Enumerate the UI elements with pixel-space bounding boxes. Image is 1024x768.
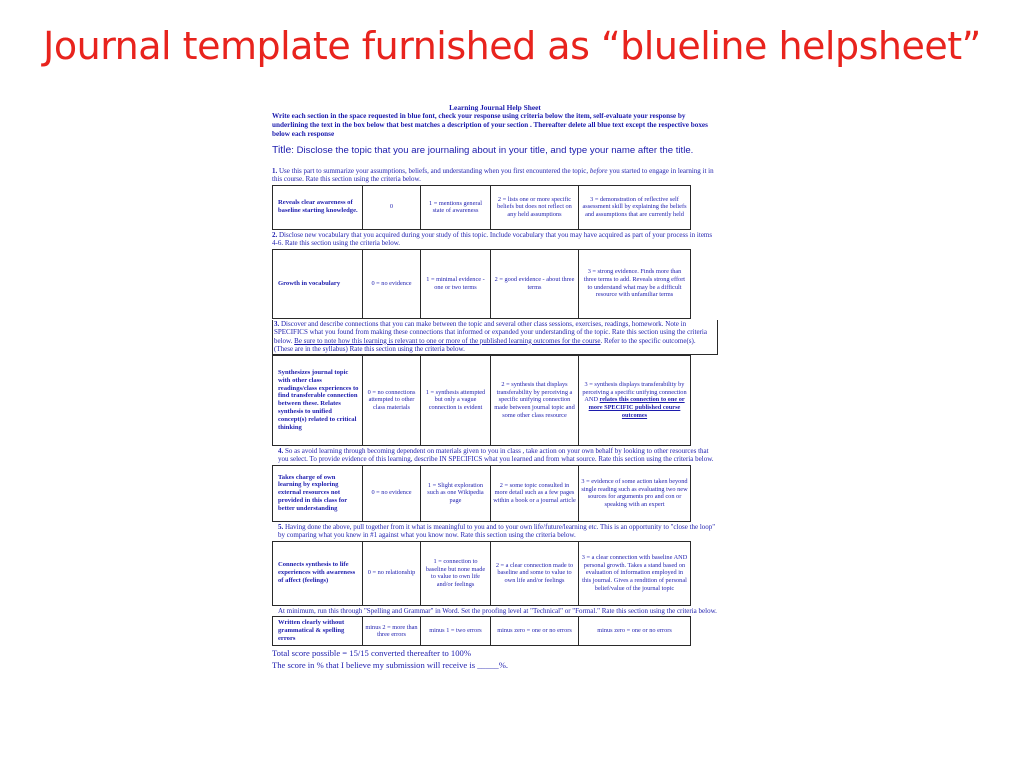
rubric-score-3-text: 3 = synthesis displays transferability by perceiving a specific unifying connection AND bbox=[582, 381, 687, 404]
rubric-score-0: 0 = no evidence bbox=[363, 249, 421, 318]
section-1-text-b: you started to engage in learning it in this course. Rate this section using the criteria below. bbox=[272, 166, 714, 184]
section-1-text-a: Use this part to summarize your assumptions, beliefs, and understanding when you first encountered the topic, bbox=[277, 166, 590, 175]
section-3-outcome-note: Be sure to note how this learning is relevant to one or more of the published learning outcomes for the course bbox=[294, 336, 601, 345]
rubric-table-5 bbox=[272, 541, 691, 606]
help-sheet-document bbox=[272, 103, 718, 670]
section-2-number: 2. bbox=[272, 230, 278, 239]
section-3-text-b: . Refer to the specific outcome(s). (These are in the syllabus) Rate this section using the criteria below. bbox=[274, 336, 696, 354]
section-5-prompt bbox=[272, 523, 718, 541]
rubric-table-6 bbox=[272, 616, 691, 646]
rubric-criterion: Synthesizes journal topic with other class readings/class experiences to find transferable connection between these. Relates synthesis to unified concept(s) related to critical thinking bbox=[273, 355, 363, 445]
section-6-prompt: At minimum, run this through "Spelling and Grammar" in Word. Set the proofing level at "Technical" or "Formal." Rate this section using the criteria below. bbox=[278, 606, 717, 615]
rubric-criterion: Growth in vocabulary bbox=[273, 249, 363, 318]
rubric-criterion: Connects synthesis to life experiences with awareness of affect (feelings) bbox=[273, 541, 363, 605]
section-5-number: 5. bbox=[278, 522, 284, 531]
rubric-score-0: minus 2 = more than three errors bbox=[363, 617, 421, 646]
rubric-score-3-outcome: relates this connection to one or more SPECIFIC published course outcomes bbox=[588, 396, 685, 419]
rubric-table-4 bbox=[272, 465, 691, 522]
section-3-text-a: Discover and describe connections that you can make between the topic and several other class sessions, exercises, readings, homework. Note in SPECIFICS what you found from making these connections that informed or expanded your understanding of the topic. Rate this section using the criteria below. bbox=[274, 319, 707, 345]
rubric-score-1: 1 = connection to baseline but none made to value to own life and/or feelings bbox=[421, 541, 491, 605]
rubric-table-1 bbox=[272, 185, 691, 230]
rubric-score-2: 2 = some topic consulted in more detail such as a few pages within a book or a journal article bbox=[491, 465, 579, 521]
rubric-score-2: 2 = good evidence - about three terms bbox=[491, 249, 579, 318]
rubric-score-2: minus zero = one or no errors bbox=[491, 617, 579, 646]
rubric-score-1: 1 = mentions general state of awareness bbox=[421, 185, 491, 229]
section-4-prompt bbox=[272, 447, 718, 465]
rubric-row bbox=[273, 617, 691, 646]
title-instruction bbox=[272, 145, 718, 157]
section-3-number: 3. bbox=[274, 319, 280, 328]
rubric-score-1: 1 = synthesis attempted but only a vague connection is evident bbox=[421, 355, 491, 445]
section-4-text: So as avoid learning through becoming dependent on materials given to you in class , take action on your own behalf by looking to other resources that you select. To provide evidence of this learning, describe IN SPECIFICS what you learned and from what source. Rate this section using the criteria below. bbox=[278, 446, 714, 464]
rubric-table-2 bbox=[272, 249, 691, 319]
rubric-score-1: minus 1 = two errors bbox=[421, 617, 491, 646]
rubric-score-2: 2 = synthesis that displays transferability by perceiving a specific unifying connection made between journal topic and some other class resource bbox=[491, 355, 579, 445]
rubric-score-1: 1 = Slight exploration such as one Wikipedia page bbox=[421, 465, 491, 521]
document-instructions: Write each section in the space requested in blue font, check your response using criteria below the item, self-evaluate your response by underlining the text in the box below that best matches a description of your section . Thereafter delete all blue text except the respective boxes below each response bbox=[272, 112, 708, 139]
title-label: Title bbox=[272, 144, 292, 156]
rubric-score-3: 3 = a clear connection with baseline AND personal growth. Takes a stand based on evaluation of information employed in this journal. Gives a rendition of personal belief/value of the journal topic bbox=[579, 541, 691, 605]
rubric-score-0: 0 bbox=[363, 185, 421, 229]
rubric-row bbox=[273, 465, 691, 521]
rubric-criterion: Reveals clear awareness of baseline starting knowledge. bbox=[273, 185, 363, 229]
section-1-number: 1. bbox=[272, 166, 278, 175]
rubric-score-3: minus zero = one or no errors bbox=[579, 617, 691, 646]
rubric-score-0: 0 = no evidence bbox=[363, 465, 421, 521]
rubric-criterion: Written clearly without grammatical & spelling errors bbox=[273, 617, 363, 646]
rubric-row bbox=[273, 185, 691, 229]
total-score: Total score possible = 15/15 converted thereafter to 100% bbox=[272, 648, 471, 659]
section-2-prompt bbox=[272, 231, 718, 249]
rubric-score-2: 2 = lists one or more specific beliefs but does not reflect on any held assumptions bbox=[491, 185, 579, 229]
rubric-score-0: 0 = no connections attempted to other class materials bbox=[363, 355, 421, 445]
rubric-score-1: 1 = minimal evidence - one or two terms bbox=[421, 249, 491, 318]
rubric-score-3: 3 = demonstration of reflective self assessment skill by explaining the beliefs and assumptions that are currently held bbox=[579, 185, 691, 229]
rubric-criterion: Takes charge of own learning by exploring external resources not provided in this class for better understanding bbox=[273, 465, 363, 521]
section-4-number: 4. bbox=[278, 446, 284, 455]
rubric-score-3 bbox=[579, 355, 691, 445]
rubric-score-0: 0 = no relationship bbox=[363, 541, 421, 605]
slide-title: Journal template furnished as “blueline helpsheet” bbox=[43, 24, 981, 68]
rubric-score-3: 3 = strong evidence. Finds more than three terms to add. Reveals strong effort to understand what may be a difficult resource with unfamiliar terms bbox=[579, 249, 691, 318]
rubric-row bbox=[273, 355, 691, 445]
rubric-score-3: 3 = evidence of some action taken beyond single reading such as evaluating two new sources for arguments pro and con or speaking with an expert bbox=[579, 465, 691, 521]
section-1-prompt bbox=[272, 167, 718, 185]
title-instruction-text: : Disclose the topic that you are journaling about in your title, and type your name after the title. bbox=[291, 144, 694, 156]
section-3-prompt bbox=[272, 320, 718, 355]
section-2-text: Disclose new vocabulary that you acquired during your study of this topic. Include vocabulary that you may have acquired as part of your process in items 4-6. Rate this section using the criteria below. bbox=[272, 230, 713, 248]
section-5-text: Having done the above, pull together from it what is meaningful to you and to your own life/future/learning etc. This is an opportunity to "close the loop" by comparing what you knew in #1 against what you know now. Rate this section using the criteria below. bbox=[278, 522, 716, 540]
self-score: The score in % that I believe my submission will receive is _____%. bbox=[272, 660, 509, 671]
rubric-table-3 bbox=[272, 355, 691, 446]
section-1-emphasis: before bbox=[589, 166, 608, 175]
rubric-row bbox=[273, 541, 691, 605]
rubric-row bbox=[273, 249, 691, 318]
rubric-score-2: 2 = a clear connection made to baseline and some to value to own life and/or feelings bbox=[491, 541, 579, 605]
document-heading: Learning Journal Help Sheet bbox=[449, 103, 541, 112]
